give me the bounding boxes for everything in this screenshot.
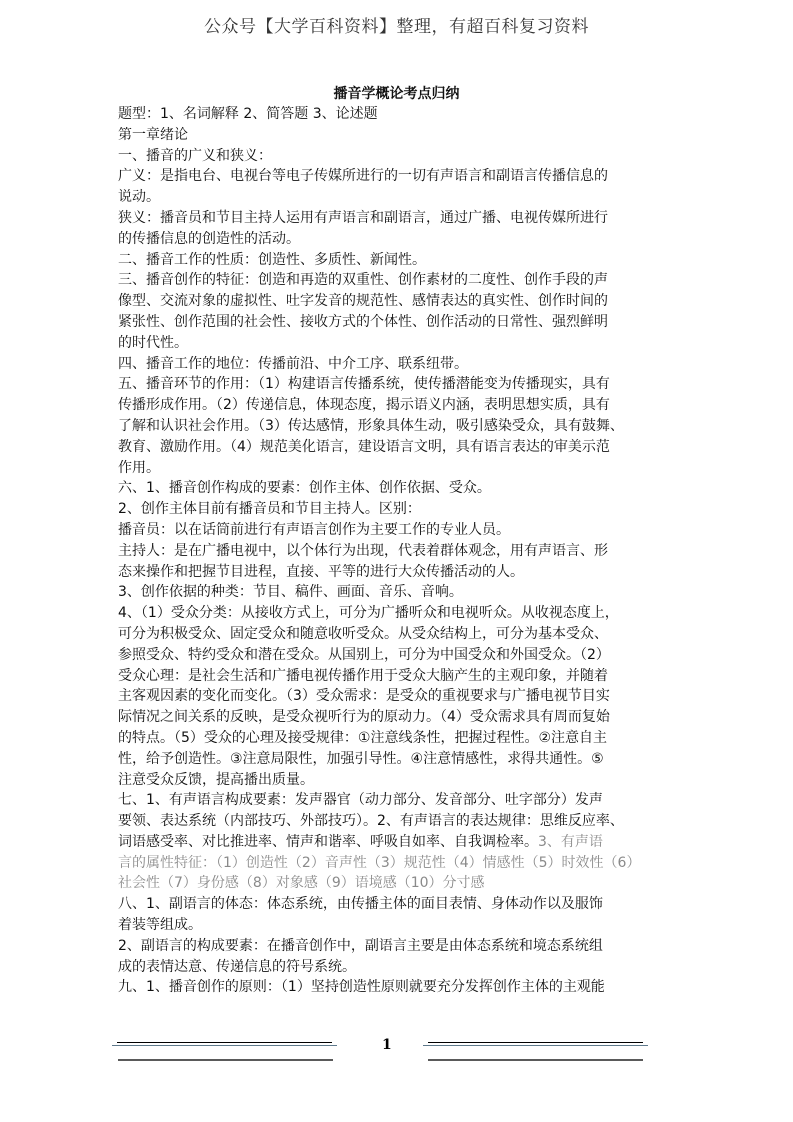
text-line-body: 态来操作和把握节目进程，直接、平等的进行大众传播活动的人。 bbox=[118, 563, 524, 580]
text-line-body: 成的表情达意、传递信息的符号系统。 bbox=[118, 958, 356, 975]
text-line-body: 像型、交流对象的虚拟性、吐字发音的规范性、感情表达的真实性、创作时间的 bbox=[118, 293, 608, 310]
text-line bbox=[118, 894, 678, 915]
text-line-gray-segment: 3、有声语 bbox=[538, 833, 603, 850]
text-line-body: 播音员：以在话筒前进行有声语言创作为主要工作的专业人员。 bbox=[118, 521, 510, 538]
text-line bbox=[118, 832, 678, 853]
document-title: 播音学概论考点归纳 bbox=[333, 86, 460, 102]
footer-rule-left-bottom bbox=[118, 1059, 333, 1061]
text-line-body: 传播形成作用。（2）传递信息，体现态度，揭示语义内涵，表明思想实质，具有 bbox=[118, 397, 610, 414]
text-line bbox=[118, 416, 678, 437]
text-line bbox=[118, 437, 678, 458]
text-line bbox=[118, 395, 678, 416]
text-line-body: 了解和认识社会作用。（3）传达感情，形象具体生动，吸引感染受众，具有鼓舞、 bbox=[118, 417, 624, 434]
text-line-body: 广义：是指电台、电视台等电子传媒所进行的一切有声语言和副语言传播信息的 bbox=[118, 168, 608, 185]
text-line bbox=[118, 728, 678, 749]
text-line bbox=[118, 686, 678, 707]
text-line bbox=[118, 312, 678, 333]
text-line-body: 主持人：是在广播电视中，以个体行为出现，代表着群体观念，用有声语言、形 bbox=[118, 542, 608, 559]
text-line-body: 词语感受率、对比推进率、情声和谐率、呼吸自如率、自我调检率。 bbox=[118, 833, 538, 850]
watermark-header: 公众号【大学百科资料】整理，有超百科复习资料 bbox=[204, 17, 589, 37]
text-line bbox=[118, 853, 678, 874]
text-line bbox=[118, 977, 678, 998]
text-line bbox=[118, 208, 678, 229]
text-line-body: 要领、表达系统（内部技巧、外部技巧）。2、有声语言的表达规律：思维反应率、 bbox=[118, 813, 624, 830]
text-line bbox=[118, 645, 678, 666]
footer-rule-right-top bbox=[428, 1042, 643, 1043]
text-line-body: 六、1、播音创作构成的要素：创作主体、创作依据、受众。 bbox=[118, 480, 491, 497]
text-line-gray-segment: 言的属性特征：（1）创造性（2）音声性（3）规范性（4）情感性（5）时效性（6） bbox=[118, 854, 641, 871]
text-line bbox=[118, 770, 678, 791]
text-line-body: 九、1、播音创作的原则：（1）坚持创造性原则就要充分发挥创作主体的主观能 bbox=[118, 979, 605, 996]
text-line bbox=[118, 499, 678, 520]
text-line bbox=[118, 166, 678, 187]
text-line-body: 四、播音工作的地位：传播前沿、中介工序、联系纽带。 bbox=[118, 355, 468, 372]
text-line bbox=[118, 811, 678, 832]
text-line-body: 二、播音工作的性质：创造性、多质性、新闻性。 bbox=[118, 251, 426, 268]
text-line-body: 受众心理：是社会生活和广播电视传播作用于受众大脑产生的主观印象，并随着 bbox=[118, 667, 608, 684]
text-line-body: 的时代性。 bbox=[118, 334, 188, 351]
text-line-body: 参照受众、特约受众和潜在受众。从国别上，可分为中国受众和外国受众。（2） bbox=[118, 646, 610, 663]
text-line-body: 一、播音的广义和狭义： bbox=[118, 147, 272, 164]
footer-rule-left-accent bbox=[112, 1045, 337, 1046]
text-line bbox=[118, 187, 678, 208]
text-line-body: 可分为积极受众、固定受众和随意收听受众。从受众结构上，可分为基本受众、 bbox=[118, 625, 608, 642]
text-line bbox=[118, 146, 678, 167]
text-line bbox=[118, 915, 678, 936]
text-line bbox=[118, 582, 678, 603]
text-line-body: 际情况之间关系的反映，是受众视听行为的原动力。（4）受众需求具有周而复始 bbox=[118, 709, 610, 726]
footer-rule-right-bottom bbox=[428, 1059, 643, 1061]
text-line-body: 三、播音创作的特征：创造和再造的双重性、创作素材的二度性、创作手段的声 bbox=[118, 272, 608, 289]
text-line bbox=[118, 624, 678, 645]
text-line-body: 的特点。（5）受众的心理及接受规律：①注意线条性，把握过程性。②注意自主 bbox=[118, 729, 608, 746]
text-line bbox=[118, 374, 678, 395]
text-line bbox=[118, 229, 678, 250]
text-line-body: 2、创作主体目前有播音员和节目主持人。区别： bbox=[118, 501, 421, 518]
text-line bbox=[118, 125, 678, 146]
document-body bbox=[118, 104, 678, 998]
text-line bbox=[118, 936, 678, 957]
text-line-body: 狭义：播音员和节目主持人运用有声语言和副语言，通过广播、电视传媒所进行 bbox=[118, 209, 608, 226]
text-line bbox=[118, 250, 678, 271]
text-line bbox=[118, 957, 678, 978]
text-line-body: 2、副语言的构成要素：在播音创作中，副语言主要是由体态系统和境态系统组 bbox=[118, 937, 603, 954]
page-footer bbox=[110, 1035, 685, 1065]
text-line-body: 五、播音环节的作用：（1）构建语言传播系统，使传播潜能变为传播现实，具有 bbox=[118, 376, 610, 393]
text-line-body: 注意受众反馈，提高播出质量。 bbox=[118, 771, 314, 788]
text-line-body: 主客观因素的变化而变化。（3）受众需求：是受众的重视要求与广播电视节目实 bbox=[118, 688, 610, 705]
text-line bbox=[118, 333, 678, 354]
text-line-body: 的传播信息的创造性的活动。 bbox=[118, 230, 300, 247]
text-line-body: 八、1、副语言的体态：体态系统，由传播主体的面目表情、身体动作以及服饰 bbox=[118, 896, 603, 913]
text-line-body: 性，给予创造性。③注意局限性，加强引导性。④注意情感性，求得共通性。⑤ bbox=[118, 750, 604, 767]
text-line-body: 紧张性、创作范围的社会性、接收方式的个体性、创作活动的日常性、强烈鲜明 bbox=[118, 313, 608, 330]
text-line bbox=[118, 873, 678, 894]
text-line-body: 教育、激励作用。（4）规范美化语言，建设语言文明，具有语言表达的审美示范 bbox=[118, 438, 610, 455]
text-line bbox=[118, 291, 678, 312]
text-line bbox=[118, 520, 678, 541]
text-line bbox=[118, 790, 678, 811]
text-line bbox=[118, 104, 678, 125]
text-line bbox=[118, 749, 678, 770]
text-line-body: 3、创作依据的种类：节目、稿件、画面、音乐、音响。 bbox=[118, 584, 463, 601]
text-line bbox=[118, 541, 678, 562]
text-line-body: 4、（1）受众分类：从接收方式上，可分为广播听众和电视听众。从收视态度上， bbox=[118, 605, 619, 622]
text-line bbox=[118, 478, 678, 499]
text-line bbox=[118, 458, 678, 479]
text-line-body: 七、1、有声语言构成要素：发声器官（动力部分、发音部分、吐字部分）发声 bbox=[118, 792, 603, 809]
text-line-body: 说动。 bbox=[118, 189, 160, 206]
text-line bbox=[118, 666, 678, 687]
footer-rule-left-top bbox=[117, 1042, 332, 1043]
text-line-body: 第一章绪论 bbox=[118, 126, 188, 143]
text-line bbox=[118, 603, 678, 624]
text-line bbox=[118, 354, 678, 375]
text-line bbox=[118, 562, 678, 583]
text-line-body: 着装等组成。 bbox=[118, 917, 202, 934]
text-line-body: 作用。 bbox=[118, 459, 160, 476]
text-line-body: 题型：1、名词解释 2、简答题 3、论述题 bbox=[118, 106, 378, 122]
text-line bbox=[118, 270, 678, 291]
text-line-gray-segment: 社会性（7）身份感（8）对象感（9）语境感（10）分寸感 bbox=[118, 875, 485, 892]
footer-rule-right-accent bbox=[423, 1045, 648, 1046]
text-line bbox=[118, 707, 678, 728]
page-number: 1 bbox=[382, 1037, 392, 1053]
